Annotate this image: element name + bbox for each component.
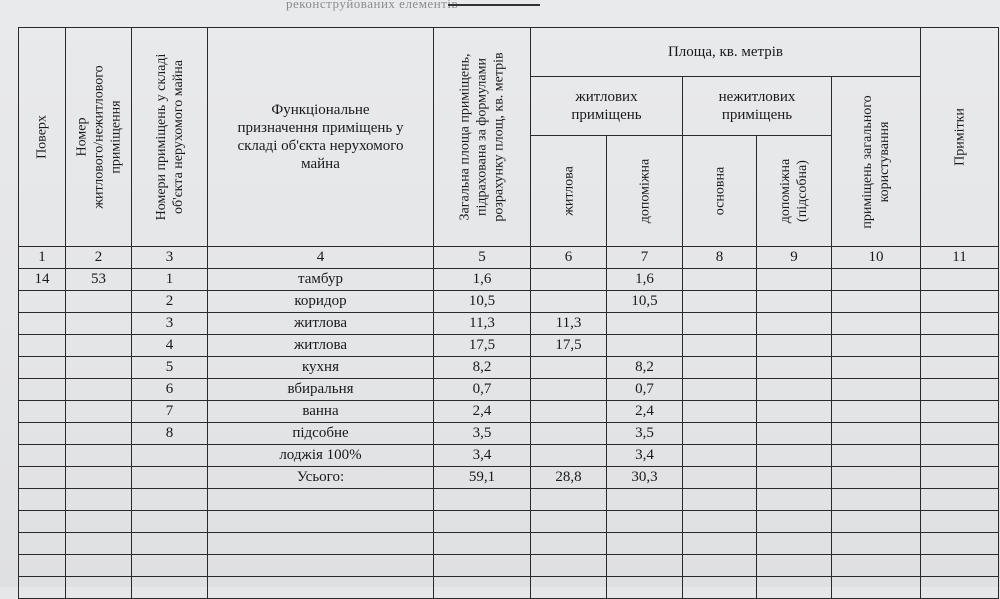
common-use-cell bbox=[832, 313, 921, 335]
common-use-cell bbox=[832, 423, 921, 445]
common-use-cell bbox=[832, 335, 921, 357]
purpose-cell: лоджія 100% bbox=[208, 445, 434, 467]
common-use-cell bbox=[832, 467, 921, 489]
floor-cell bbox=[19, 379, 66, 401]
empty-cell bbox=[832, 489, 921, 511]
nonres-main-cell bbox=[683, 445, 757, 467]
empty-cell bbox=[208, 533, 434, 555]
header-res-living: житлова bbox=[531, 136, 607, 247]
common-use-cell bbox=[832, 379, 921, 401]
purpose-cell: житлова bbox=[208, 313, 434, 335]
empty-cell bbox=[208, 511, 434, 533]
aux-area-cell: 8,2 bbox=[607, 357, 683, 379]
empty-cell bbox=[832, 577, 921, 599]
empty-cell bbox=[132, 555, 208, 577]
empty-cell bbox=[132, 577, 208, 599]
nonres-aux-cell bbox=[757, 467, 832, 489]
empty-cell bbox=[683, 577, 757, 599]
empty-cell bbox=[757, 555, 832, 577]
empty-cell bbox=[531, 577, 607, 599]
empty-cell bbox=[531, 511, 607, 533]
aux-area-sum: 30,3 bbox=[607, 467, 683, 489]
empty-cell bbox=[434, 555, 531, 577]
empty-cell bbox=[66, 577, 132, 599]
header-purpose: Функціональне призначення приміщень у складі об'єкта нерухомого майна bbox=[208, 28, 434, 247]
column-number: 4 bbox=[208, 247, 434, 269]
nonres-main-cell bbox=[683, 423, 757, 445]
empty-cell bbox=[607, 511, 683, 533]
notes-cell bbox=[921, 401, 999, 423]
notes-cell bbox=[921, 313, 999, 335]
aux-area-cell: 3,4 bbox=[607, 445, 683, 467]
total-area-cell: 0,7 bbox=[434, 379, 531, 401]
aux-area-cell: 3,5 bbox=[607, 423, 683, 445]
unit-number-cell bbox=[66, 445, 132, 467]
total-area-cell: 8,2 bbox=[434, 357, 531, 379]
aux-area-cell: 2,4 bbox=[607, 401, 683, 423]
living-area-cell bbox=[531, 379, 607, 401]
column-number-row bbox=[19, 247, 999, 269]
nonres-aux-cell bbox=[757, 401, 832, 423]
empty-cell bbox=[19, 489, 66, 511]
empty-cell bbox=[434, 511, 531, 533]
unit-number-cell bbox=[66, 467, 132, 489]
empty-cell bbox=[607, 577, 683, 599]
nonres-aux-cell bbox=[757, 423, 832, 445]
unit-number-cell bbox=[66, 423, 132, 445]
living-area-cell bbox=[531, 357, 607, 379]
notes-cell bbox=[921, 357, 999, 379]
top-rule bbox=[448, 4, 540, 6]
nonres-main-cell bbox=[683, 269, 757, 291]
common-use-cell bbox=[832, 401, 921, 423]
column-number: 6 bbox=[531, 247, 607, 269]
header-nonresidential: нежитлових приміщень bbox=[683, 77, 832, 136]
room-number-cell: 8 bbox=[132, 423, 208, 445]
notes-cell bbox=[921, 445, 999, 467]
notes-cell bbox=[921, 335, 999, 357]
common-use-cell bbox=[832, 357, 921, 379]
purpose-cell: коридор bbox=[208, 291, 434, 313]
empty-cell bbox=[832, 555, 921, 577]
room-number-cell: 2 bbox=[132, 291, 208, 313]
empty-cell bbox=[66, 511, 132, 533]
nonres-main-cell bbox=[683, 313, 757, 335]
total-row bbox=[19, 467, 999, 489]
empty-cell bbox=[921, 489, 999, 511]
empty-cell bbox=[66, 533, 132, 555]
purpose-cell: житлова bbox=[208, 335, 434, 357]
column-number: 9 bbox=[757, 247, 832, 269]
empty-cell bbox=[19, 577, 66, 599]
room-number-cell: 3 bbox=[132, 313, 208, 335]
living-area-cell bbox=[531, 445, 607, 467]
empty-cell bbox=[757, 489, 832, 511]
floor-cell: 14 bbox=[19, 269, 66, 291]
empty-cell bbox=[531, 489, 607, 511]
unit-number-cell: 53 bbox=[66, 269, 132, 291]
column-number: 10 bbox=[832, 247, 921, 269]
unit-number-cell bbox=[66, 357, 132, 379]
room-number-cell bbox=[132, 467, 208, 489]
notes-cell bbox=[921, 423, 999, 445]
header-common-use: приміщень загального користування bbox=[832, 77, 921, 247]
empty-cell bbox=[921, 511, 999, 533]
column-number: 5 bbox=[434, 247, 531, 269]
total-area-cell: 11,3 bbox=[434, 313, 531, 335]
purpose-cell: ванна bbox=[208, 401, 434, 423]
nonres-aux-cell bbox=[757, 445, 832, 467]
empty-row bbox=[19, 555, 999, 577]
nonres-main-cell bbox=[683, 335, 757, 357]
room-number-cell: 5 bbox=[132, 357, 208, 379]
nonres-main-cell bbox=[683, 357, 757, 379]
empty-cell bbox=[607, 489, 683, 511]
living-area-cell: 17,5 bbox=[531, 335, 607, 357]
nonres-main-cell bbox=[683, 291, 757, 313]
nonres-aux-cell bbox=[757, 291, 832, 313]
room-number-cell: 1 bbox=[132, 269, 208, 291]
column-number: 3 bbox=[132, 247, 208, 269]
room-number-cell: 7 bbox=[132, 401, 208, 423]
total-area-cell: 3,5 bbox=[434, 423, 531, 445]
unit-number-cell bbox=[66, 401, 132, 423]
table-row bbox=[19, 423, 999, 445]
empty-row bbox=[19, 489, 999, 511]
empty-cell bbox=[19, 533, 66, 555]
unit-number-cell bbox=[66, 335, 132, 357]
empty-cell bbox=[757, 511, 832, 533]
empty-cell bbox=[434, 577, 531, 599]
nonres-aux-cell bbox=[757, 379, 832, 401]
purpose-cell: вбиральня bbox=[208, 379, 434, 401]
empty-cell bbox=[757, 577, 832, 599]
living-area-cell: 11,3 bbox=[531, 313, 607, 335]
unit-number-cell bbox=[66, 379, 132, 401]
column-number: 8 bbox=[683, 247, 757, 269]
room-number-cell: 6 bbox=[132, 379, 208, 401]
column-number: 11 bbox=[921, 247, 999, 269]
room-number-cell bbox=[132, 445, 208, 467]
purpose-cell: тамбур bbox=[208, 269, 434, 291]
header-nonres-aux: допоміжна (підсобна) bbox=[757, 136, 832, 247]
common-use-cell bbox=[832, 445, 921, 467]
top-fragment-text: реконструйованих елементів bbox=[286, 0, 459, 11]
header-floor: Поверх bbox=[19, 28, 66, 247]
nonres-aux-cell bbox=[757, 335, 832, 357]
empty-cell bbox=[757, 533, 832, 555]
living-area-cell bbox=[531, 269, 607, 291]
header-nonres-main: основна bbox=[683, 136, 757, 247]
floor-cell bbox=[19, 401, 66, 423]
notes-cell bbox=[921, 291, 999, 313]
header-residential: житлових приміщень bbox=[531, 77, 683, 136]
total-area-cell: 2,4 bbox=[434, 401, 531, 423]
living-area-cell bbox=[531, 423, 607, 445]
table-row bbox=[19, 379, 999, 401]
empty-row bbox=[19, 533, 999, 555]
empty-cell bbox=[208, 489, 434, 511]
empty-cell bbox=[921, 555, 999, 577]
empty-cell bbox=[683, 533, 757, 555]
empty-cell bbox=[683, 511, 757, 533]
column-number: 1 bbox=[19, 247, 66, 269]
floor-cell bbox=[19, 335, 66, 357]
floor-cell bbox=[19, 313, 66, 335]
nonres-aux-cell bbox=[757, 269, 832, 291]
empty-cell bbox=[683, 555, 757, 577]
header-notes: Примітки bbox=[921, 28, 999, 247]
total-area-sum: 59,1 bbox=[434, 467, 531, 489]
empty-cell bbox=[132, 533, 208, 555]
floor-cell bbox=[19, 467, 66, 489]
empty-cell bbox=[132, 489, 208, 511]
nonres-main-cell bbox=[683, 379, 757, 401]
floor-cell bbox=[19, 423, 66, 445]
aux-area-cell: 0,7 bbox=[607, 379, 683, 401]
column-number: 2 bbox=[66, 247, 132, 269]
unit-number-cell bbox=[66, 291, 132, 313]
nonres-aux-cell bbox=[757, 357, 832, 379]
empty-cell bbox=[607, 533, 683, 555]
table-row bbox=[19, 313, 999, 335]
empty-cell bbox=[531, 555, 607, 577]
table-row bbox=[19, 357, 999, 379]
header-total-area: Загальна площа приміщень, підрахована за формулами розрахунку площ, кв. метрів bbox=[434, 28, 531, 247]
table-row bbox=[19, 291, 999, 313]
empty-cell bbox=[19, 511, 66, 533]
empty-cell bbox=[434, 489, 531, 511]
empty-cell bbox=[66, 489, 132, 511]
living-area-cell bbox=[531, 401, 607, 423]
purpose-cell: підсобне bbox=[208, 423, 434, 445]
aux-area-cell: 10,5 bbox=[607, 291, 683, 313]
table-row bbox=[19, 335, 999, 357]
empty-cell bbox=[683, 489, 757, 511]
header-res-aux: допоміжна bbox=[607, 136, 683, 247]
empty-cell bbox=[921, 577, 999, 599]
column-number: 7 bbox=[607, 247, 683, 269]
nonres-main-cell bbox=[683, 467, 757, 489]
room-number-cell: 4 bbox=[132, 335, 208, 357]
nonres-aux-cell bbox=[757, 313, 832, 335]
empty-cell bbox=[66, 555, 132, 577]
header-unit-number: Номер житлового/нежитлового приміщення bbox=[66, 28, 132, 247]
empty-cell bbox=[832, 533, 921, 555]
table-row bbox=[19, 269, 999, 291]
unit-number-cell bbox=[66, 313, 132, 335]
aux-area-cell: 1,6 bbox=[607, 269, 683, 291]
empty-cell bbox=[208, 577, 434, 599]
total-area-cell: 17,5 bbox=[434, 335, 531, 357]
total-label: Усього: bbox=[208, 467, 434, 489]
aux-area-cell bbox=[607, 335, 683, 357]
floor-cell bbox=[19, 291, 66, 313]
empty-cell bbox=[607, 555, 683, 577]
empty-row bbox=[19, 577, 999, 599]
header-room-numbers: Номери приміщень у складі об'єкта нерухомого майна bbox=[132, 28, 208, 247]
total-area-cell: 1,6 bbox=[434, 269, 531, 291]
premises-table bbox=[18, 27, 999, 599]
total-area-cell: 3,4 bbox=[434, 445, 531, 467]
empty-cell bbox=[132, 511, 208, 533]
empty-row bbox=[19, 511, 999, 533]
empty-cell bbox=[531, 533, 607, 555]
aux-area-cell bbox=[607, 313, 683, 335]
header-area-group: Площа, кв. метрів bbox=[531, 28, 921, 77]
floor-cell bbox=[19, 357, 66, 379]
notes-cell bbox=[921, 269, 999, 291]
empty-cell bbox=[208, 555, 434, 577]
table-row bbox=[19, 445, 999, 467]
common-use-cell bbox=[832, 269, 921, 291]
empty-cell bbox=[19, 555, 66, 577]
floor-cell bbox=[19, 445, 66, 467]
purpose-cell: кухня bbox=[208, 357, 434, 379]
total-area-cell: 10,5 bbox=[434, 291, 531, 313]
empty-cell bbox=[434, 533, 531, 555]
notes-cell bbox=[921, 379, 999, 401]
table-row bbox=[19, 401, 999, 423]
empty-cell bbox=[832, 511, 921, 533]
common-use-cell bbox=[832, 291, 921, 313]
nonres-main-cell bbox=[683, 401, 757, 423]
living-area-sum: 28,8 bbox=[531, 467, 607, 489]
empty-cell bbox=[921, 533, 999, 555]
notes-cell bbox=[921, 467, 999, 489]
living-area-cell bbox=[531, 291, 607, 313]
